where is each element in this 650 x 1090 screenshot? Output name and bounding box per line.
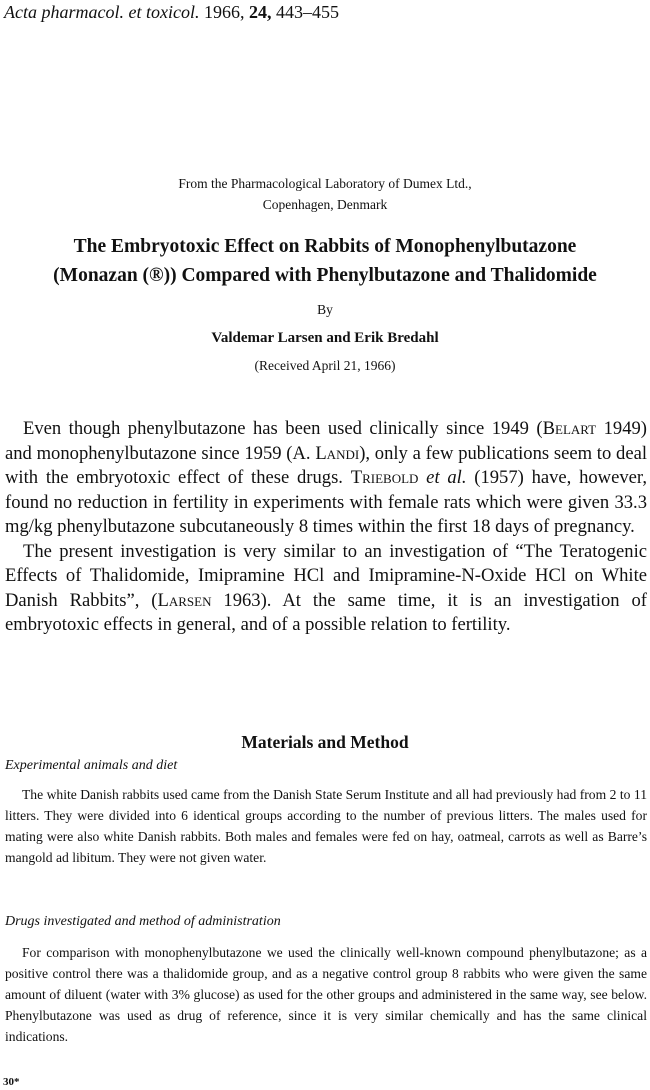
text-run: 1963). At the same time, it is an investigation of embryotoxic effects in general, and of a possible relation to fertility.	[5, 589, 647, 635]
intro-paragraph-2	[5, 540, 647, 638]
citation-landi: Landi	[315, 442, 360, 464]
text-run: The present investigation is very similar to an investigation of “The Teratogenic Effects of Thalidomide, Imipramine HCl and Imipramine-N-Oxide HCl on White Danish Rabbits”, (	[5, 540, 647, 611]
materials-paragraph-1	[5, 784, 647, 868]
text-run: ), only a few publications seem to deal with the embryotoxic effect of these drugs.	[5, 442, 647, 488]
affiliation-line-2: Copenhagen, Denmark	[262, 197, 388, 212]
affiliation	[0, 173, 650, 215]
paragraph-text: The white Danish rabbits used came from the Danish State Serum Institute and all had previously had from 2 to 11 litters. They were divided into 6 identical groups according to the number of previous litters. The males used for mating were also white Danish rabbits. Both males and females were fed on hay, oatmeal, carrots as well as Barre’s mangold ad libitum. They were not given water.	[5, 787, 647, 865]
et-al: et al.	[418, 467, 467, 488]
text-run: (1957) have, however, found no reduction in fertility in experiments with female rats which were given 33.3 mg/kg phenylbutazone subcutaneously 8 times within the first 18 days of pregnancy.	[5, 467, 648, 537]
introduction	[5, 417, 647, 638]
intro-paragraph-1	[5, 417, 647, 540]
materials-paragraph-2	[5, 942, 647, 1047]
paragraph-text: For comparison with monophenylbutazone we used the clinically well-known compound phenylbutazone; as a positive control there was a thalidomide group, and as a negative control group 8 rabbits who were given the same amount of diluent (water with 3% glucose) as used for the other groups and administered in the same way, see below. Phenylbutazone was used as drug of reference, since it is very similar chemically and has the same clinical indications.	[5, 945, 647, 1044]
citation-belart: Belart	[542, 418, 597, 439]
text-run: Even though phenylbutazone has been used clinically since 1949 (	[23, 418, 543, 439]
title-line-1: The Embryotoxic Effect on Rabbits of Monophenylbutazone	[73, 236, 577, 257]
journal-volume: 24,	[248, 2, 272, 22]
journal-pages: 443–455	[275, 2, 339, 22]
received-date: (Received April 21, 1966)	[254, 358, 396, 373]
subsection-heading-1: Experimental animals and diet	[5, 758, 178, 773]
title-line-2: (Monazan (®)) Compared with Phenylbutazone and Thalidomide	[53, 265, 597, 286]
journal-citation	[4, 2, 339, 23]
text-run: 1949) and monophenylbutazone since 1959 (A.	[5, 418, 647, 464]
affiliation-line-1: From the Pharmacological Laboratory of Dumex Ltd.,	[178, 176, 472, 191]
citation-larsen: Larsen	[157, 589, 212, 611]
section-heading: Materials and Method	[241, 732, 409, 752]
article-title	[0, 232, 650, 290]
authors: Valdemar Larsen and Erik Bredahl	[211, 330, 439, 346]
subsection-heading-2: Drugs investigated and method of administration	[5, 914, 281, 929]
journal-name: Acta pharmacol. et toxicol.	[4, 2, 200, 22]
page-signature-mark: 30*	[3, 1076, 20, 1088]
byline-by: By	[317, 302, 333, 317]
citation-triebold: Triebold	[350, 467, 419, 488]
journal-year: 1966,	[203, 2, 245, 22]
